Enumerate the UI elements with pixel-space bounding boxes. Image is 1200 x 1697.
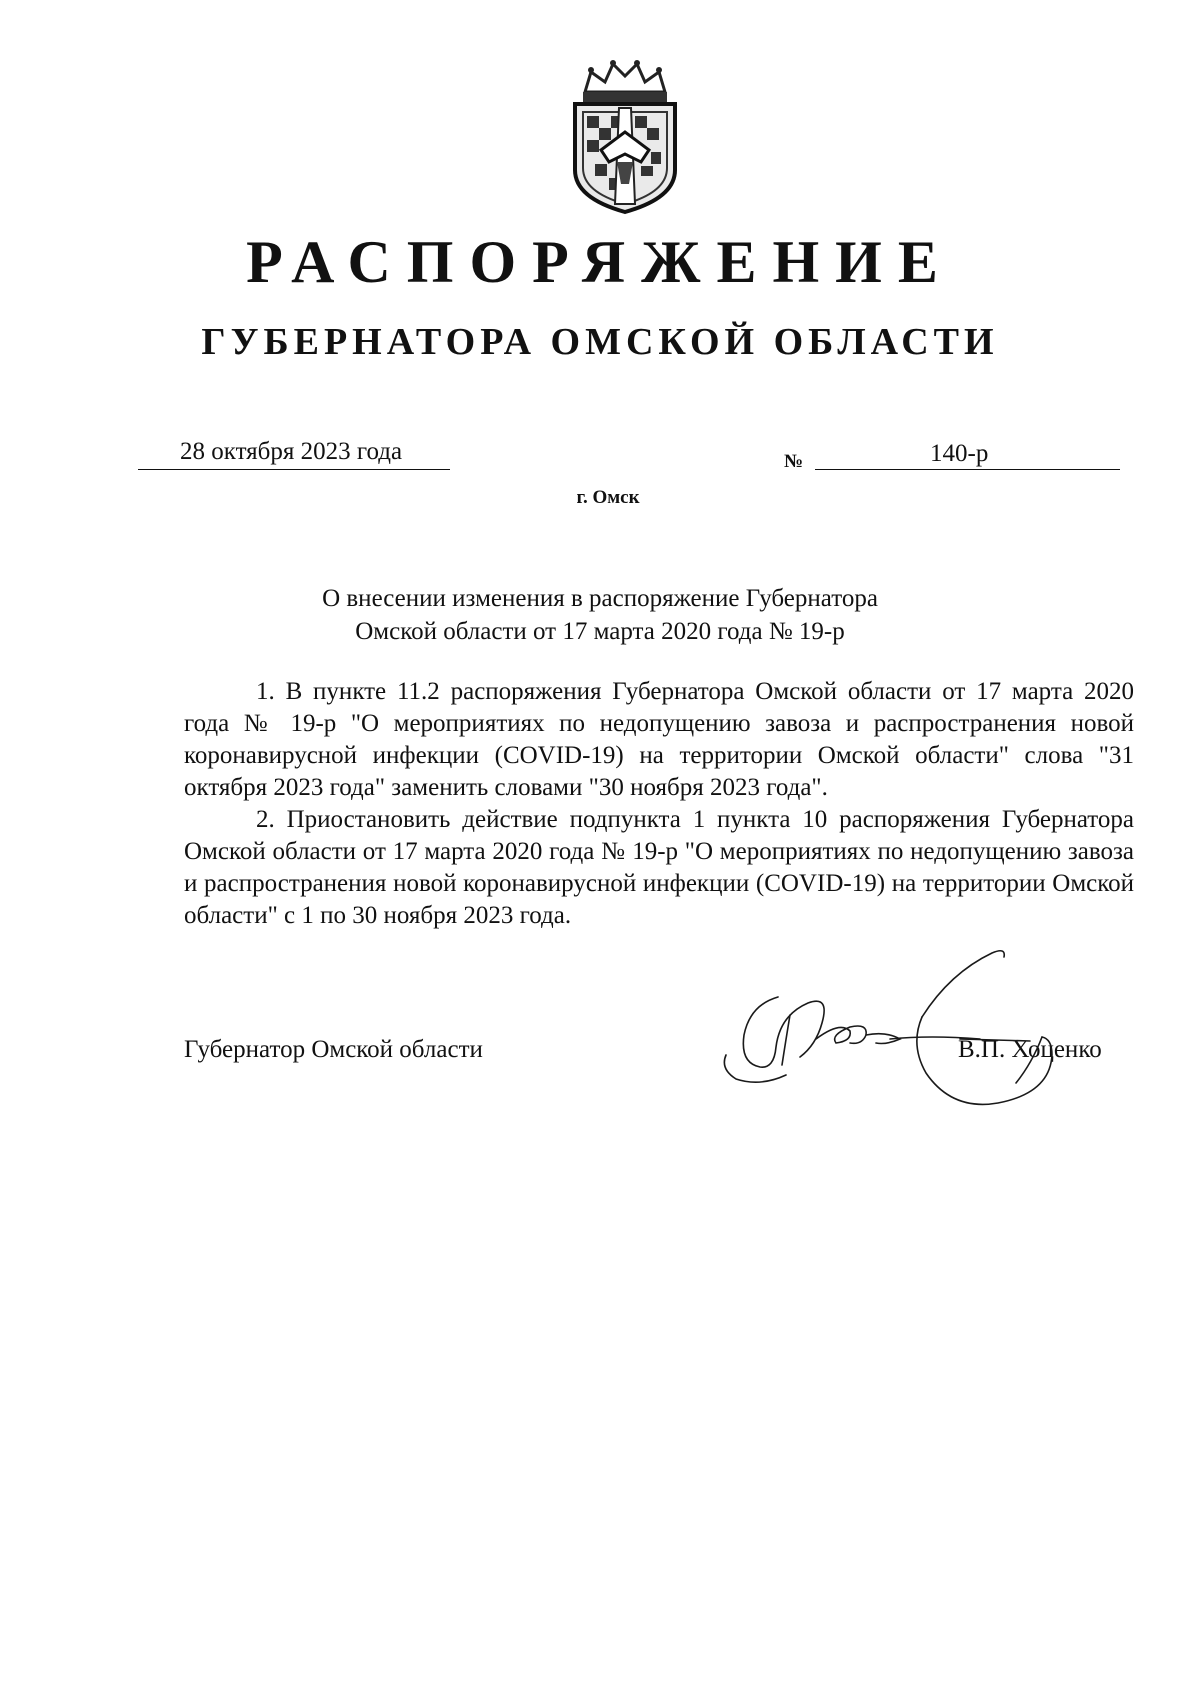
body-paragraph-2: 2. Приостановить действие подпункта 1 пункта 10 распоряжения Губернатора Омской области от 17 марта 2020 года № 19-р "О мероприятиях по недопущению завоза и распространения новой коронавирусной инфекции (COVID-19) на территории Омской области" с 1 по 30 ноября 2023 года. xyxy=(184,806,1134,929)
document-subtitle: ГУБЕРНАТОРА ОМСКОЙ ОБЛАСТИ xyxy=(201,321,999,363)
signatory-name: В.П. Хоценко xyxy=(958,1036,1102,1063)
signatory-position: Губернатор Омской области xyxy=(184,1036,483,1063)
document-date: 28 октября 2023 года xyxy=(180,438,403,465)
coat-of-arms-emblem xyxy=(561,58,689,216)
handwritten-signature xyxy=(690,935,1070,1125)
document-number: 140-р xyxy=(930,440,989,467)
document-subject xyxy=(0,582,1200,648)
city-label: г. Омск xyxy=(576,487,640,508)
date-underline xyxy=(138,469,450,470)
subject-line-2: Омской области от 17 марта 2020 года № 19-р xyxy=(355,618,845,645)
document-body xyxy=(184,676,1134,932)
subject-line-1: О внесении изменения в распоряжение Губернатора xyxy=(322,585,878,612)
body-paragraph-1: 1. В пункте 11.2 распоряжения Губернатора Омской области от 17 марта 2020 года № 19-р "О мероприятиях по недопущению завоза и распространения новой коронавирусной инфекции (COVID-19) на территории Омской области" слова "31 октября 2023 года" заменить словами "30 ноября 2023 года". xyxy=(184,678,1134,801)
number-sign: № xyxy=(784,451,804,472)
number-underline xyxy=(815,469,1120,470)
document-title: РАСПОРЯЖЕНИЕ xyxy=(246,229,954,295)
